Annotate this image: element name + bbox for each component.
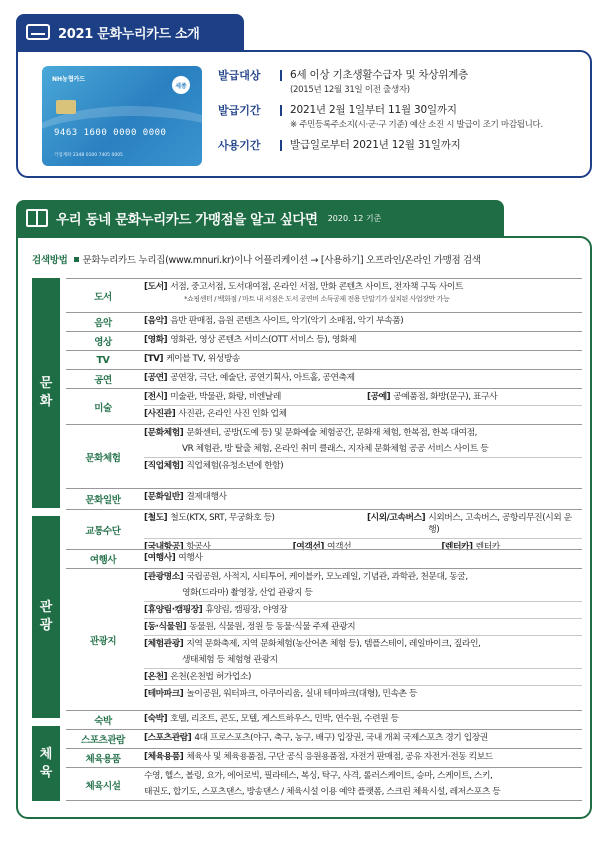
table-row (66, 331, 582, 350)
merchant-description (140, 489, 582, 509)
merchant-text: 휴양림, 캠핑장, 야영장 (205, 605, 288, 615)
merchant-text: 지역 문화축제, 지역 문화체험(농산어촌 체험 등), 템플스테이, 레일바이크, 짚라인, (186, 639, 481, 649)
merchant-tag: [테마파크] (144, 689, 184, 699)
merchant-tag: [도서] (144, 282, 168, 292)
section2-date: 2020. 12 기준 (327, 213, 382, 223)
merchant-description (140, 279, 582, 312)
card-icon (26, 24, 50, 40)
merchant-text: 항공사 (186, 542, 211, 552)
merchant-description (140, 313, 582, 331)
section2-box (16, 236, 592, 819)
book-icon (26, 209, 48, 227)
description-line (144, 370, 582, 386)
table-row (66, 568, 582, 710)
description-line (144, 686, 582, 702)
merchant-text: 온천(온천법 허가업소) (170, 672, 251, 682)
description-line (144, 279, 582, 293)
description-line: *쇼핑센터 / 백화점 / 마트 내 서점은 도서 공연비 소득공제 전용 단말기가 설치된 사업장만 가능 (184, 295, 450, 303)
merchant-description (140, 730, 582, 748)
subcategory-label: 체육시설 (85, 780, 121, 792)
description-line (144, 730, 582, 746)
info-value: 발급일로부터 2021년 12월 31일까지 (290, 139, 461, 151)
subcategory-label: 미술 (94, 402, 112, 414)
merchant-tag: [여객선] (292, 542, 324, 552)
description-line (144, 749, 582, 765)
section1-title: 2021 문화누리카드 소개 (58, 26, 200, 42)
merchant-tag: [TV] (144, 354, 164, 364)
merchant-text: 동물원, 식물원, 정원 등 동물·식물 주제 관광지 (189, 622, 356, 632)
merchant-description (140, 425, 582, 488)
subcategory-label: 공연 (94, 375, 112, 386)
merchant-text: 국립공원, 사적지, 시티투어, 케이블카, 모노레일, 기념관, 과학관, 천문대, 동굴, (186, 572, 468, 582)
table-row (66, 350, 582, 369)
merchant-tag: [렌터카] (441, 542, 473, 552)
merchant-description (140, 332, 582, 350)
merchant-text: 사진관, 온라인 사진 인화 업체 (178, 409, 287, 419)
merchant-text: 호텔, 리조트, 콘도, 모텔, 게스트하우스, 민박, 연수원, 수련원 등 (170, 714, 399, 724)
merchant-text: 서점, 중고서점, 도서대여점, 온라인 서점, 만화 콘텐츠 사이트, 전자책 구독 사이트 (170, 282, 463, 292)
merchant-text: 체육사 및 체육용품점, 구단 공식 응원용품점, 자전거 판매점, 공유 자전거·전동 킥보드 (186, 752, 493, 762)
category-culture (32, 278, 60, 508)
merchant-text: 미술관, 박물관, 화랑, 비엔날레 (170, 392, 281, 402)
description-line (144, 332, 582, 348)
search-label: 검색방법 (32, 255, 68, 266)
merchant-text: 영화관, 영상 콘텐츠 서비스(OTT 서비스 등), 영화제 (170, 335, 357, 345)
category-label: 문 화 (39, 376, 53, 409)
table-row (66, 710, 582, 729)
merchant-description (140, 569, 582, 710)
merchant-text: 4대 프로스포츠(야구, 축구, 농구, 배구) 입장권, 국내 개최 국제스포츠 경기 입장권 (194, 733, 488, 743)
info-label: 사용기간 (218, 139, 261, 152)
section1-box (16, 50, 592, 178)
subcategory-label: 스포츠관람 (81, 735, 125, 746)
table-row (66, 369, 582, 388)
merchant-tag: [체험관광] (144, 639, 184, 649)
category-sports (32, 726, 60, 801)
card-logo: NH농협카드 (52, 76, 86, 83)
description-line (144, 569, 582, 585)
merchant-tag: [공연] (144, 373, 168, 383)
table-row (66, 549, 582, 568)
merchant-tag: [철도] (144, 513, 168, 523)
search-text: 문화누리카드 누리집(www.mnuri.kr)이나 어플리케이션 → [사용하기] 오프라인/온라인 가맹점 검색 (82, 255, 481, 266)
merchant-tag: [체육용품] (144, 752, 184, 762)
table-row (66, 424, 582, 488)
card-number: 9463 1600 0000 0000 (54, 128, 167, 138)
table-row (66, 729, 582, 748)
merchant-text: 결제대행사 (186, 492, 227, 502)
description-line (144, 619, 582, 636)
table-row (66, 312, 582, 331)
table-row (66, 509, 582, 552)
nh-card-image (42, 66, 202, 166)
info-sub: (2015년 12월 31일 이전 출생자) (290, 85, 410, 95)
merchant-tag: [전시] (144, 392, 168, 402)
description-line (144, 425, 582, 441)
info-row (218, 138, 588, 153)
merchant-tag: [여행사] (144, 553, 176, 563)
table-row (66, 488, 582, 509)
section2-header (16, 200, 504, 236)
description-line: 영화(드라마) 촬영장, 산업 관광지 등 (144, 585, 582, 602)
merchant-description (140, 768, 582, 801)
merchant-description (140, 749, 582, 767)
merchant-tag: [국내항공] (144, 542, 184, 552)
merchant-tag: [공예] (367, 392, 391, 402)
description-line (144, 389, 582, 406)
category-label: 체 육 (39, 746, 53, 780)
description-line: VR 체험관, 방 탈출 체험, 온라인 취미 클래스, 지자체 문화체험 공공 서비스 사이트 등 (144, 441, 582, 458)
info-row (218, 103, 588, 118)
merchant-text: 음반 판매점, 음원 콘텐츠 사이트, 악기(악기 소매점, 악기 부속품) (170, 316, 404, 326)
subcategory-label: 도서 (94, 291, 112, 303)
table-row (66, 748, 582, 767)
merchant-tag: [스포츠관람] (144, 733, 192, 743)
description-line (144, 489, 582, 505)
description-line (144, 406, 582, 422)
description-line: 생태체험 등 체험형 관광지 (144, 652, 582, 669)
merchant-text: 놀이공원, 워터파크, 아쿠아리움, 실내 테마파크(대형), 민속촌 등 (186, 689, 417, 699)
merchant-tag: [문화체험] (144, 428, 184, 438)
description-line (144, 550, 582, 566)
merchant-description (140, 550, 582, 568)
search-method (32, 252, 580, 266)
description-line: 수영, 헬스, 볼링, 요가, 에어로빅, 필라테스, 복싱, 탁구, 사격, 롤러스케이트, 승마, 스케이트, 스키, (144, 771, 493, 781)
category-label: 관 광 (39, 600, 53, 633)
merchant-text: 렌터카 (475, 542, 500, 552)
merchant-description (140, 510, 582, 552)
merchant-text: 케이블 TV, 위성방송 (166, 354, 240, 364)
card-chip-icon (56, 100, 76, 114)
merchant-tag: [영화] (144, 335, 168, 345)
info-label: 발급대상 (218, 69, 261, 82)
merchant-description (140, 351, 582, 369)
table-row (66, 767, 582, 801)
merchant-description (140, 370, 582, 388)
section1-header (16, 14, 244, 50)
subcategory-label: 음악 (94, 318, 112, 329)
info-row (218, 68, 588, 83)
subcategory-label: 교통수단 (85, 525, 121, 537)
merchant-tag: [온천] (144, 672, 168, 682)
subcategory-label: 관광지 (89, 635, 117, 647)
merchant-text: 직업체험(유청소년에 한함) (186, 461, 284, 471)
description-line (144, 351, 582, 367)
merchant-tag: [동·식물원] (144, 622, 187, 632)
description-line (144, 636, 582, 652)
description-line: 태권도, 합기도, 스포츠댄스, 방송댄스 / 체육시설 이용 예약 플랫폼, 스크린 체육시설, 레저스포츠 등 (144, 787, 501, 797)
info-value: 6세 이상 기초생활수급자 및 차상위계층 (290, 69, 469, 81)
merchant-tag: [시외/고속버스] (367, 513, 426, 523)
subcategory-label: 문화체험 (85, 452, 121, 464)
merchant-description (140, 711, 582, 729)
merchant-text: 시외버스, 고속버스, 공항리무진(시외 운행) (428, 513, 572, 535)
merchant-tag: [음악] (144, 316, 168, 326)
card-badge: 세종 (172, 76, 190, 94)
merchant-tag: [휴양림·캠핑장] (144, 605, 203, 615)
merchant-text: 문화센터, 공방(도예 등) 및 문화예술 체험공간, 문화재 체험, 한복점, 한복 대여점, (186, 428, 477, 438)
subcategory-label: 문화일반 (85, 495, 121, 506)
section2-title: 우리 동네 문화누리카드 가맹점을 알고 싶다면 (56, 212, 318, 228)
category-tourism (32, 516, 60, 718)
merchant-text: 공연장, 극단, 예술단, 공연기획사, 아트홀, 공연축제 (170, 373, 355, 383)
merchant-tag: [관광명소] (144, 572, 184, 582)
table-row (66, 278, 582, 312)
subcategory-label: 여행사 (89, 555, 117, 566)
merchant-text: 여객선 (326, 542, 352, 552)
merchant-tag: [문화일반] (144, 492, 184, 502)
merchant-tag: [숙박] (144, 714, 168, 724)
description-line (144, 458, 582, 474)
description-line (144, 669, 582, 686)
merchant-text: 철도(KTX, SRT, 무궁화호 등) (170, 513, 275, 523)
card-info (218, 68, 588, 153)
merchant-tag: [직업체험] (144, 461, 184, 471)
info-sub: ※ 주민등록주소지(시·군·구 기준) 예산 소진 시 발급이 조기 마감됩니다. (290, 120, 543, 130)
subcategory-label: 영상 (94, 337, 112, 348)
description-line (144, 602, 582, 619)
table-row (66, 388, 582, 424)
merchant-tag: [사진관] (144, 409, 176, 419)
subcategory-label: 숙박 (94, 716, 112, 727)
merchant-text: 공예품점, 화방(문구), 표구사 (393, 392, 498, 402)
subcategory-label: 체육용품 (85, 754, 121, 765)
description-line (144, 510, 582, 539)
card-footer: 기업계좌 2348 0100 7405 0005 (54, 153, 123, 158)
subcategory-label: TV (96, 354, 110, 366)
merchant-text: 여행사 (178, 553, 203, 563)
merchant-description (140, 389, 582, 424)
info-label: 발급기간 (218, 104, 261, 117)
description-line (144, 313, 582, 329)
info-value: 2021년 2월 1일부터 11월 30일까지 (290, 104, 457, 116)
description-line (144, 711, 582, 727)
